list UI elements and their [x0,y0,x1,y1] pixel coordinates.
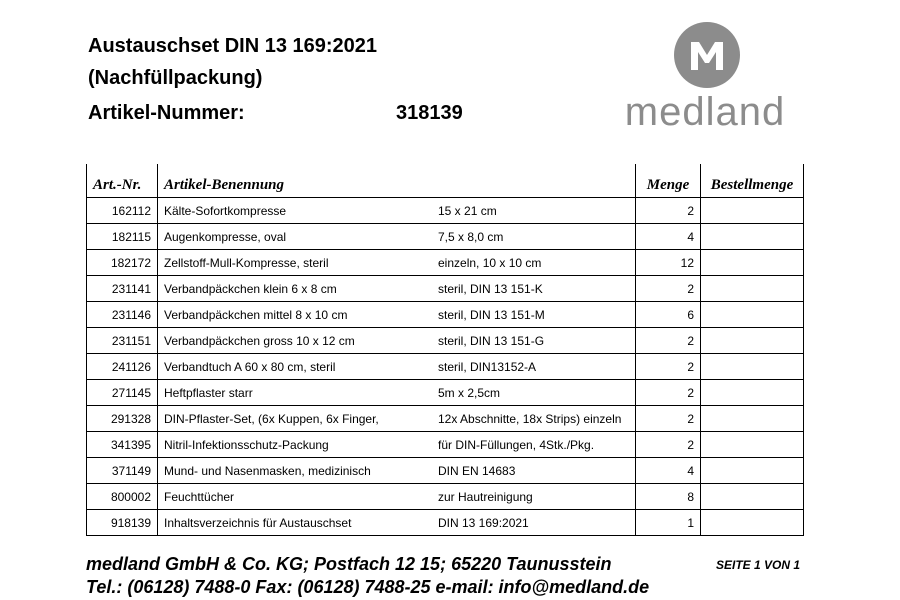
order-quantity-cell[interactable] [701,198,804,224]
article-spec-cell: einzeln, 10 x 10 cm [432,250,636,276]
table-row [87,328,804,354]
article-name-cell: DIN-Pflaster-Set, (6x Kuppen, 6x Finger, [158,406,433,432]
quantity-cell: 8 [636,484,701,510]
art-nr-cell: 241126 [87,354,158,380]
art-nr-cell: 918139 [87,510,158,536]
article-spec-cell: 12x Abschnitte, 18x Strips) einzeln [432,406,636,432]
quantity-cell: 2 [636,432,701,458]
footer-company: medland GmbH & Co. KG; Postfach 12 15; 65220 Taunusstein [86,554,612,574]
table-row [87,432,804,458]
article-name-cell: Augenkompresse, oval [158,224,433,250]
article-name-cell: Kälte-Sofortkompresse [158,198,433,224]
quantity-cell: 6 [636,302,701,328]
order-quantity-cell[interactable] [701,328,804,354]
article-spec-cell: zur Hautreinigung [432,484,636,510]
article-name-cell: Verbandpäckchen mittel 8 x 10 cm [158,302,433,328]
table-row [87,510,804,536]
article-name-cell: Verbandpäckchen klein 6 x 8 cm [158,276,433,302]
art-nr-cell: 291328 [87,406,158,432]
quantity-cell: 2 [636,328,701,354]
art-nr-cell: 231141 [87,276,158,302]
article-spec-cell: steril, DIN13152-A [432,354,636,380]
order-quantity-cell[interactable] [701,380,804,406]
article-spec-cell: 15 x 21 cm [432,198,636,224]
table-row [87,250,804,276]
article-name-cell: Inhaltsverzeichnis für Austauschset [158,510,433,536]
article-number-value: 318139 [396,102,463,124]
table-row [87,484,804,510]
art-nr-cell: 182172 [87,250,158,276]
art-nr-cell: 371149 [87,458,158,484]
order-quantity-cell[interactable] [701,484,804,510]
quantity-cell: 2 [636,406,701,432]
document-subtitle: (Nachfüllpackung) [88,67,263,89]
art-nr-cell: 162112 [87,198,158,224]
quantity-cell: 2 [636,380,701,406]
article-spec-cell: DIN EN 14683 [432,458,636,484]
logo-wordmark: medland [624,90,786,134]
table-row [87,380,804,406]
art-nr-cell: 182115 [87,224,158,250]
document-title: Austauschset DIN 13 169:2021 [88,35,378,57]
quantity-cell: 1 [636,510,701,536]
article-spec-cell: steril, DIN 13 151-M [432,302,636,328]
order-quantity-cell[interactable] [701,406,804,432]
order-quantity-cell[interactable] [701,250,804,276]
article-name-cell: Heftpflaster starr [158,380,433,406]
article-spec-cell: 5m x 2,5cm [432,380,636,406]
art-nr-cell: 231151 [87,328,158,354]
article-name-cell: Mund- und Nasenmasken, medizinisch [158,458,433,484]
art-nr-cell: 231146 [87,302,158,328]
art-nr-cell: 271145 [87,380,158,406]
article-name-cell: Verbandtuch A 60 x 80 cm, steril [158,354,433,380]
article-name-cell: Zellstoff-Mull-Kompresse, steril [158,250,433,276]
quantity-cell: 2 [636,354,701,380]
order-quantity-cell[interactable] [701,458,804,484]
logo-m-glyph [674,22,740,88]
article-name-cell: Feuchttücher [158,484,433,510]
order-quantity-cell[interactable] [701,354,804,380]
art-nr-cell: 341395 [87,432,158,458]
article-spec-cell: 7,5 x 8,0 cm [432,224,636,250]
article-name-cell: Verbandpäckchen gross 10 x 12 cm [158,328,433,354]
order-quantity-cell[interactable] [701,276,804,302]
order-quantity-cell[interactable] [701,302,804,328]
header-art-nr: Art.-Nr. [87,164,158,198]
table-row [87,458,804,484]
quantity-cell: 2 [636,198,701,224]
article-spec-cell: steril, DIN 13 151-G [432,328,636,354]
article-number-label: Artikel-Nummer: [88,102,245,124]
footer-contact: Tel.: (06128) 7488-0 Fax: (06128) 7488-25 e-mail: info@medland.de [86,577,650,597]
header-menge: Menge [636,164,701,198]
quantity-cell: 12 [636,250,701,276]
order-quantity-cell[interactable] [701,224,804,250]
medland-logo [600,22,810,137]
logo-m-icon [674,22,740,88]
page-number: SEITE 1 VON 1 [716,558,801,572]
table-row [87,276,804,302]
art-nr-cell: 800002 [87,484,158,510]
table-row [87,224,804,250]
table-row [87,302,804,328]
article-spec-cell: steril, DIN 13 151-K [432,276,636,302]
quantity-cell: 4 [636,224,701,250]
article-name-cell: Nitril-Infektionsschutz-Packung [158,432,433,458]
quantity-cell: 4 [636,458,701,484]
article-spec-cell: DIN 13 169:2021 [432,510,636,536]
header-artikel-benennung: Artikel-Benennung [158,164,636,198]
table-row [87,406,804,432]
table-header-row [87,164,804,198]
article-spec-cell: für DIN-Füllungen, 4Stk./Pkg. [432,432,636,458]
order-quantity-cell[interactable] [701,432,804,458]
header-bestellmenge: Bestellmenge [701,164,804,198]
table-row [87,198,804,224]
quantity-cell: 2 [636,276,701,302]
table-row [87,354,804,380]
article-table [86,164,804,536]
order-quantity-cell[interactable] [701,510,804,536]
